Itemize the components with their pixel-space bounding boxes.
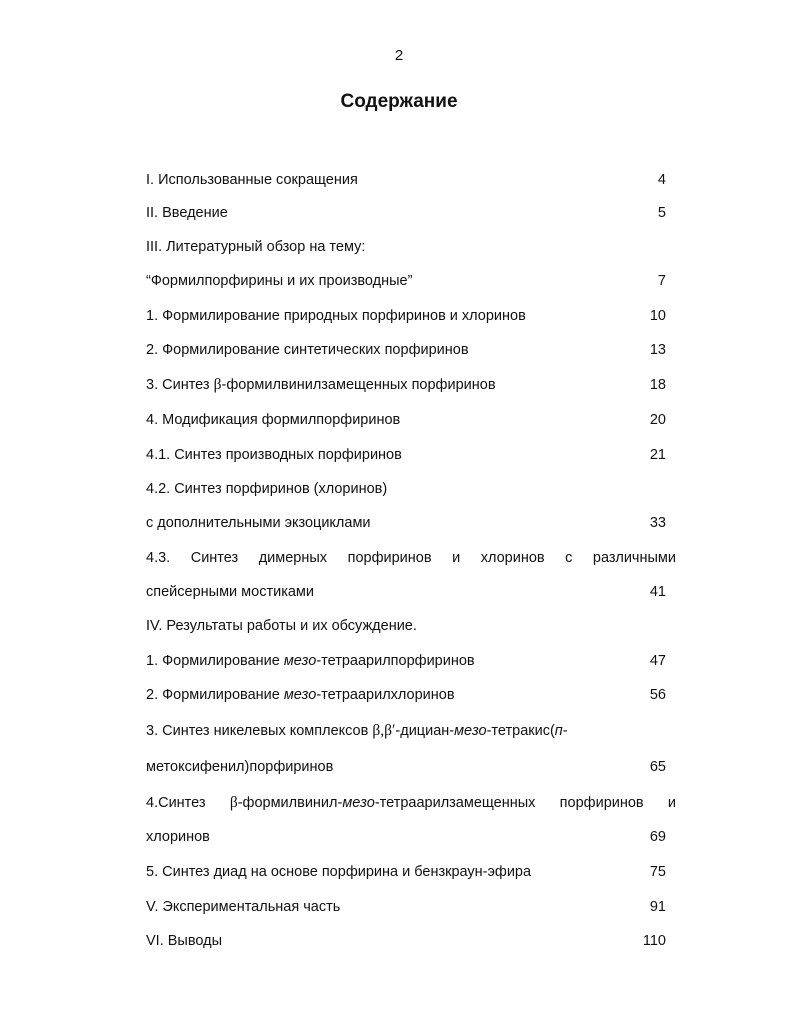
toc-entry xyxy=(146,305,676,327)
label-italic: мезо xyxy=(454,723,487,739)
label-italic: п xyxy=(554,723,563,739)
toc-entry-label: 2. Формилирование синтетических порфиринов xyxy=(146,342,469,358)
toc-entry-page: 33 xyxy=(649,515,666,531)
toc-entry-label xyxy=(146,684,455,706)
page-title: Содержание xyxy=(340,91,458,112)
label-text: 3. Синтез никелевых комплексов xyxy=(146,723,373,739)
label-text: -тетракис( xyxy=(486,723,555,739)
toc-entry xyxy=(146,792,676,814)
toc-entry-label: 4.2. Синтез порфиринов (хлоринов) xyxy=(146,481,388,497)
toc-entry xyxy=(146,581,676,603)
toc-entry-label: 4. Модификация формилпорфиринов xyxy=(146,412,401,428)
label-text: -формилвинилзамещенных порфиринов xyxy=(221,377,496,393)
toc-entry-label xyxy=(146,374,496,396)
toc-entry xyxy=(146,756,676,778)
toc-entry xyxy=(146,615,676,637)
toc-entry-page: 20 xyxy=(649,412,666,428)
label-text: 4.Синтез xyxy=(146,795,230,811)
label-italic: мезо xyxy=(283,687,317,703)
toc-entry xyxy=(146,236,676,258)
toc-entry-label: II. Введение xyxy=(146,205,228,221)
toc-entry xyxy=(146,896,676,918)
toc-entry-page: 65 xyxy=(649,759,666,775)
toc-entry xyxy=(146,169,676,191)
label-text: -тетраарилзамещенных порфиринов и xyxy=(374,795,676,811)
toc-entry xyxy=(146,720,676,742)
label-italic: мезо xyxy=(342,795,375,811)
toc-entry xyxy=(146,684,676,706)
toc-entry-label xyxy=(146,792,676,814)
toc-entry-page: 69 xyxy=(649,829,666,845)
label-text: - xyxy=(562,723,568,739)
toc-entry xyxy=(146,202,676,224)
label-text: -формилвинил- xyxy=(237,795,343,811)
toc-entry-page: 21 xyxy=(649,447,666,463)
toc-entry-label: 4.3. Синтез димерных порфиринов и хлоринов с различными xyxy=(146,550,676,566)
toc-entry-page: 5 xyxy=(657,205,666,221)
toc-entry-label: спейсерными мостиками xyxy=(146,584,314,600)
label-text: -тетраарилпорфиринов xyxy=(316,653,475,669)
toc-entry xyxy=(146,374,676,396)
toc-entry-label: I. Использованные сокращения xyxy=(146,172,358,188)
label-text: 2. Формилирование xyxy=(146,687,284,703)
toc-entry xyxy=(146,547,676,569)
label-italic: мезо xyxy=(283,653,317,669)
toc-entry xyxy=(146,339,676,361)
toc-entry xyxy=(146,444,676,466)
toc-entry-page: 110 xyxy=(642,933,666,949)
toc-entry-page: 4 xyxy=(657,172,666,188)
label-text: 1. Формилирование xyxy=(146,653,284,669)
toc-entry-page: 47 xyxy=(649,653,666,669)
toc-entry xyxy=(146,478,676,500)
label-greek: β,β′ xyxy=(372,722,396,739)
toc-entry-page: 7 xyxy=(657,273,666,289)
toc-entry xyxy=(146,270,676,292)
label-greek: β xyxy=(213,376,222,393)
toc-entry xyxy=(146,650,676,672)
toc-entry-page: 13 xyxy=(649,342,666,358)
toc-entry xyxy=(146,512,676,534)
toc-entry-label: с дополнительными экзоциклами xyxy=(146,515,371,531)
toc-entry-label: хлоринов xyxy=(146,829,210,845)
toc-entry-page: 41 xyxy=(649,584,666,600)
toc-entry xyxy=(146,409,676,431)
label-text: -тетраарилхлоринов xyxy=(316,687,455,703)
toc-entry-page: 10 xyxy=(649,308,666,324)
label-text: -дициан- xyxy=(395,723,455,739)
toc-entry-label: метоксифенил)порфиринов xyxy=(146,759,334,775)
toc-entry-page: 18 xyxy=(649,377,666,393)
toc-entry-label: IV. Результаты работы и их обсуждение. xyxy=(146,618,417,634)
toc-entry-page: 91 xyxy=(649,899,666,915)
toc-entry-label xyxy=(146,650,475,672)
label-text: 3. Синтез xyxy=(146,377,214,393)
toc-entry xyxy=(146,930,676,952)
toc-entry xyxy=(146,826,676,848)
toc-entry-label: 4.1. Синтез производных порфиринов xyxy=(146,447,402,463)
toc-entry-label: III. Литературный обзор на тему: xyxy=(146,239,366,255)
toc-entry-label: “Формилпорфирины и их производные” xyxy=(146,273,413,289)
label-greek: β xyxy=(229,794,238,811)
toc-entry-label: 1. Формилирование природных порфиринов и хлоринов xyxy=(146,308,526,324)
toc-entry-page: 56 xyxy=(649,687,666,703)
page-number: 2 xyxy=(394,47,404,64)
toc-entry-label xyxy=(146,720,568,742)
toc-entry-page: 75 xyxy=(649,864,666,880)
toc-entry-label: VI. Выводы xyxy=(146,933,223,949)
toc-entry-label: V. Экспериментальная часть xyxy=(146,899,341,915)
toc-entry xyxy=(146,861,676,883)
toc-entry-label: 5. Синтез диад на основе порфирина и бензкраун-эфира xyxy=(146,864,532,880)
